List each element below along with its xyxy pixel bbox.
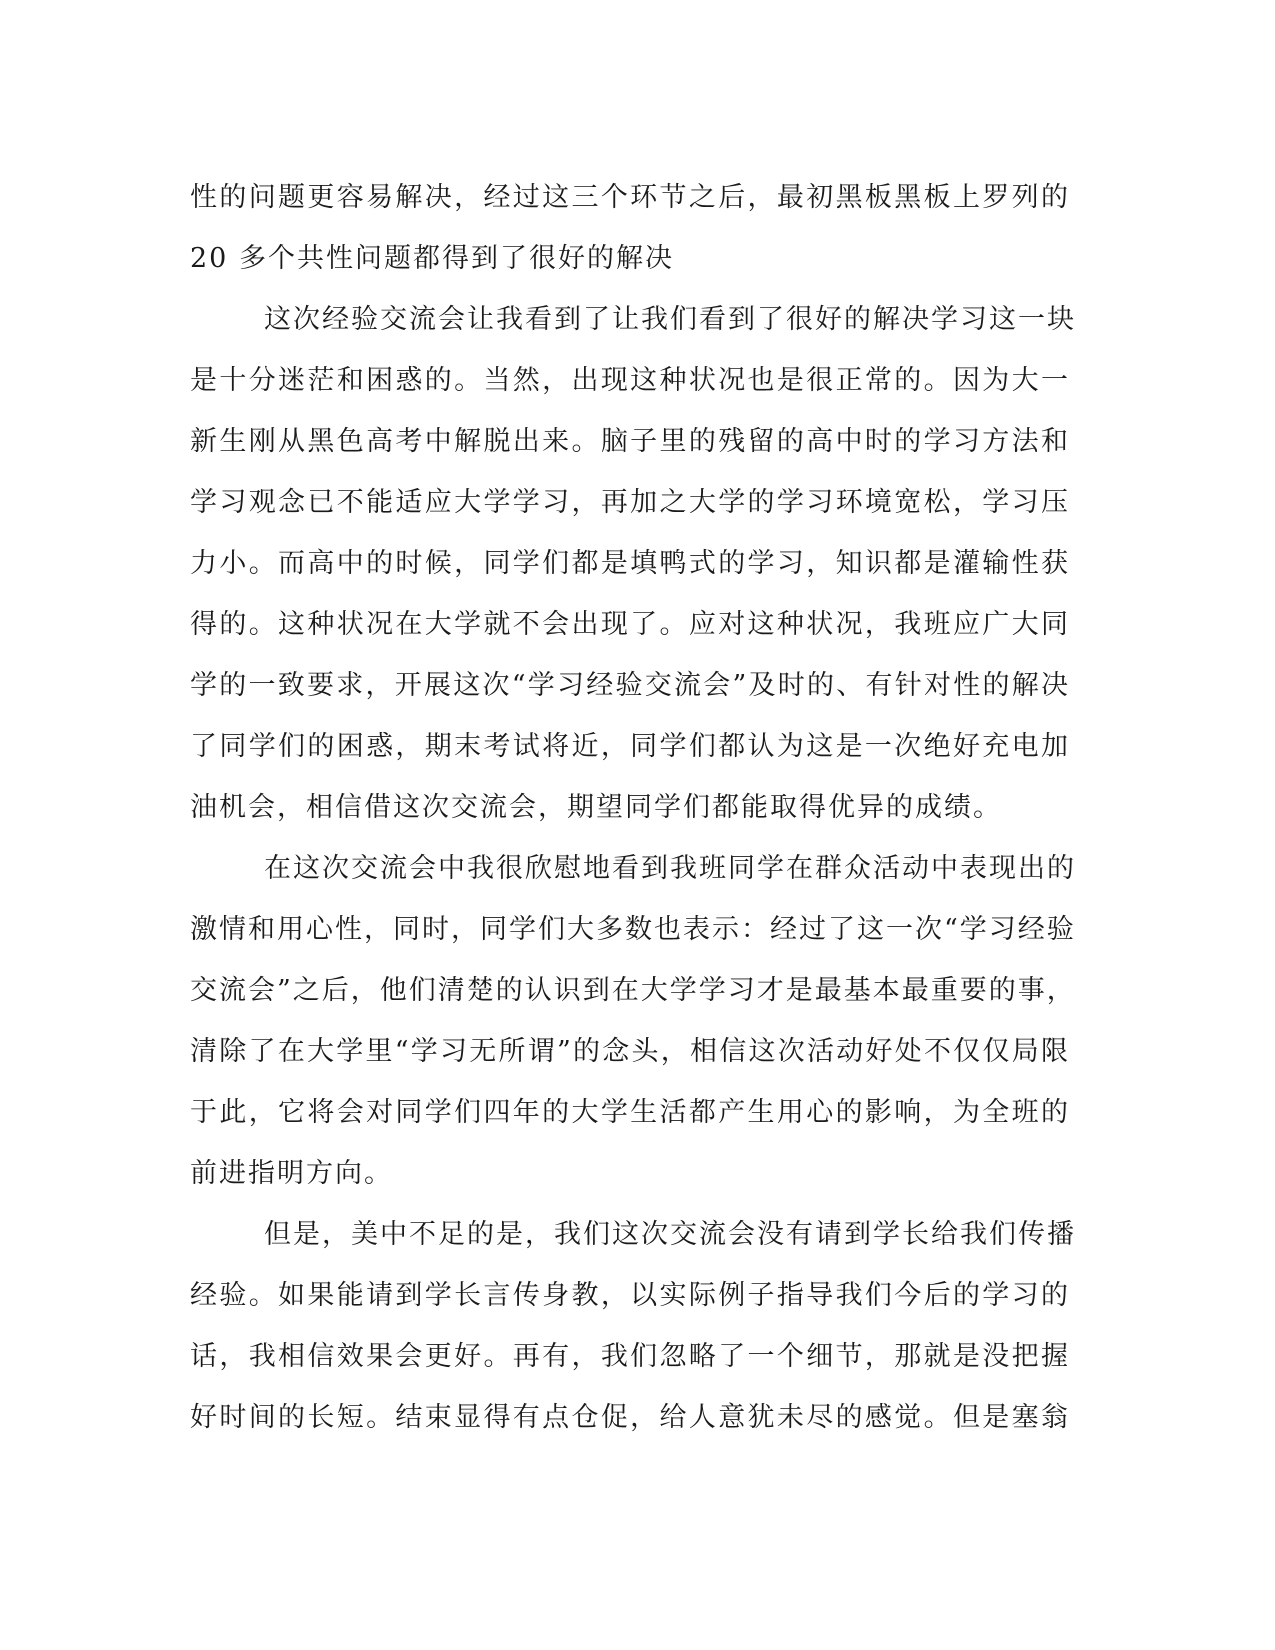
text-line: 话，我相信效果会更好。再有，我们忽略了一个细节，那就是没把握: [190, 1341, 1070, 1372]
document-body: [190, 167, 1076, 1448]
text-line: 学习观念已不能适应大学学习，再加之大学的学习环境宽松，学习压: [190, 487, 1070, 518]
text-line: 交流会”之后，他们清楚的认识到在大学学习才是最基本最重要的事，: [190, 975, 1076, 1006]
text-line: 好时间的长短。结束显得有点仓促，给人意犹未尽的感觉。但是塞翁: [190, 1402, 1070, 1433]
text-line: 20 多个共性问题都得到了很好的解决: [190, 243, 674, 274]
text-line: 新生刚从黑色高考中解脱出来。脑子里的残留的高中时的学习方法和: [190, 426, 1070, 457]
text-line: 激情和用心性，同时，同学们大多数也表示：经过了这一次“学习经验: [190, 914, 1076, 945]
text-line: 前进指明方向。: [190, 1158, 393, 1189]
text-line: 得的。这种状况在大学就不会出现了。应对这种状况，我班应广大同: [190, 609, 1070, 640]
text-line: 了同学们的困惑，期末考试将近，同学们都认为这是一次绝好充电加: [190, 731, 1070, 762]
text-line: 力小。而高中的时候，同学们都是填鸭式的学习，知识都是灌输性获: [190, 548, 1070, 579]
text-line: 经验。如果能请到学长言传身教，以实际例子指导我们今后的学习的: [190, 1280, 1070, 1311]
text-line: 于此，它将会对同学们四年的大学生活都产生用心的影响，为全班的: [190, 1097, 1070, 1128]
text-line: 清除了在大学里“学习无所谓”的念头，相信这次活动好处不仅仅局限: [190, 1036, 1070, 1067]
paragraph-first-line: 这次经验交流会让我看到了让我们看到了很好的解决学习这一块: [264, 304, 1076, 335]
paragraph-first-line: 在这次交流会中我很欣慰地看到我班同学在群众活动中表现出的: [264, 853, 1076, 884]
text-line: 性的问题更容易解决，经过这三个环节之后，最初黑板黑板上罗列的: [190, 182, 1070, 213]
text-line: 是十分迷茫和困惑的。当然，出现这种状况也是很正常的。因为大一: [190, 365, 1070, 396]
text-line: 油机会，相信借这次交流会，期望同学们都能取得优异的成绩。: [190, 792, 1002, 823]
text-line: 学的一致要求，开展这次“学习经验交流会”及时的、有针对性的解决: [190, 670, 1070, 701]
paragraph-first-line: 但是，美中不足的是，我们这次交流会没有请到学长给我们传播: [264, 1219, 1076, 1250]
